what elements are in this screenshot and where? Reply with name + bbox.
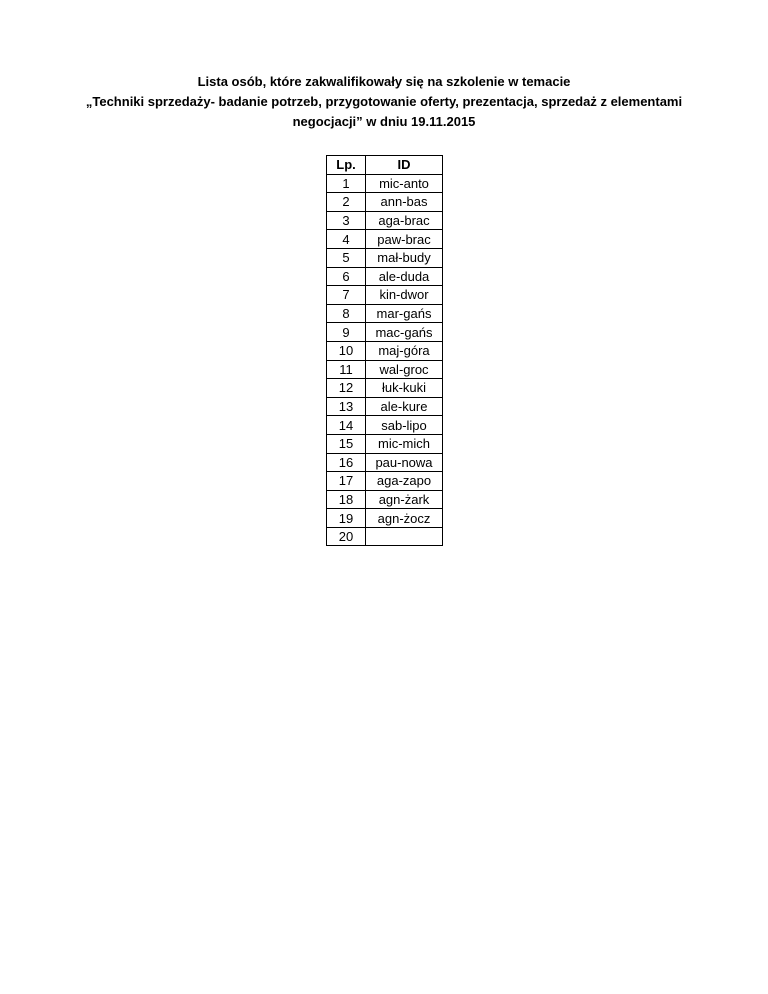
table-row — [327, 323, 443, 342]
table-row — [327, 267, 443, 286]
participants-table — [326, 155, 443, 546]
table-row — [327, 379, 443, 398]
table-row — [327, 360, 443, 379]
table-row — [327, 397, 443, 416]
row-number-cell: 2 — [327, 193, 366, 212]
heading-line-3: negocjacji” w dniu 19.11.2015 — [292, 114, 476, 129]
row-number-cell: 8 — [327, 304, 366, 323]
participant-id-cell: sab-lipo — [366, 416, 443, 435]
row-number-cell: 15 — [327, 434, 366, 453]
table-row — [327, 230, 443, 249]
participant-id-cell: wal-groc — [366, 360, 443, 379]
table-row — [327, 434, 443, 453]
row-number-cell: 5 — [327, 248, 366, 267]
table-body — [327, 174, 443, 546]
participant-id-cell: agn-żocz — [366, 509, 443, 528]
table-row — [327, 453, 443, 472]
participant-id-cell: agn-żark — [366, 490, 443, 509]
participant-id-cell: mic-anto — [366, 174, 443, 193]
row-number-cell: 17 — [327, 472, 366, 491]
row-number-cell: 18 — [327, 490, 366, 509]
participant-id-cell: aga-zapo — [366, 472, 443, 491]
table-row — [327, 490, 443, 509]
table-row — [327, 472, 443, 491]
table-row — [327, 286, 443, 305]
table-row — [327, 416, 443, 435]
row-number-cell: 19 — [327, 509, 366, 528]
table-row — [327, 341, 443, 360]
participant-id-cell: ale-kure — [366, 397, 443, 416]
participant-id-cell: ann-bas — [366, 193, 443, 212]
participant-id-cell — [366, 527, 443, 546]
participant-id-cell: mic-mich — [366, 434, 443, 453]
table-row — [327, 174, 443, 193]
row-number-cell: 1 — [327, 174, 366, 193]
participant-id-cell: aga-brac — [366, 211, 443, 230]
row-number-cell: 16 — [327, 453, 366, 472]
table-row — [327, 527, 443, 546]
participant-id-cell: paw-brac — [366, 230, 443, 249]
column-header-id: ID — [366, 156, 443, 175]
row-number-cell: 6 — [327, 267, 366, 286]
row-number-cell: 3 — [327, 211, 366, 230]
column-header-lp: Lp. — [327, 156, 366, 175]
participant-id-cell: maj-góra — [366, 341, 443, 360]
participant-id-cell: mac-gańs — [366, 323, 443, 342]
participant-id-cell: kin-dwor — [366, 286, 443, 305]
row-number-cell: 9 — [327, 323, 366, 342]
participant-id-cell: łuk-kuki — [366, 379, 443, 398]
table-row — [327, 304, 443, 323]
row-number-cell: 4 — [327, 230, 366, 249]
row-number-cell: 11 — [327, 360, 366, 379]
participant-id-cell: mał-budy — [366, 248, 443, 267]
table-header-row — [327, 156, 443, 175]
table-row — [327, 193, 443, 212]
table-row — [327, 509, 443, 528]
table-row — [327, 248, 443, 267]
row-number-cell: 20 — [327, 527, 366, 546]
participant-id-cell: ale-duda — [366, 267, 443, 286]
row-number-cell: 14 — [327, 416, 366, 435]
heading-line-1: Lista osób, które zakwalifikowały się na szkolenie w temacie — [197, 74, 571, 89]
row-number-cell: 13 — [327, 397, 366, 416]
heading-line-2: „Techniki sprzedaży- badanie potrzeb, przygotowanie oferty, prezentacja, sprzedaż z elementami — [85, 94, 683, 109]
participant-id-cell: mar-gańs — [366, 304, 443, 323]
document-heading — [60, 72, 708, 132]
table-row — [327, 211, 443, 230]
participant-id-cell: pau-nowa — [366, 453, 443, 472]
row-number-cell: 12 — [327, 379, 366, 398]
row-number-cell: 7 — [327, 286, 366, 305]
row-number-cell: 10 — [327, 341, 366, 360]
